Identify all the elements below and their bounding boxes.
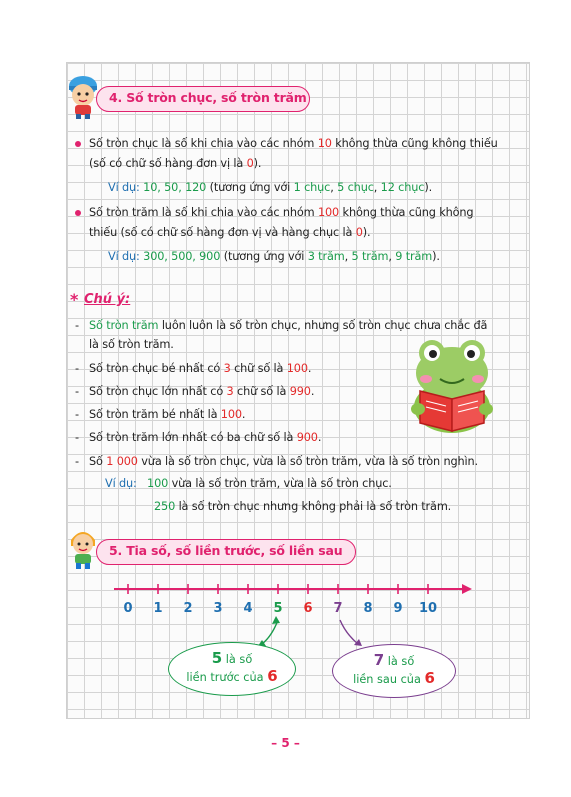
text: 3 trăm — [307, 250, 345, 263]
example-label: Ví dụ: — [105, 477, 137, 490]
text: 100 — [286, 362, 308, 375]
text: (tương ứng với — [206, 181, 294, 194]
left-bubble-line-1 — [169, 643, 295, 668]
text: Số tròn chục bé nhất có — [89, 362, 224, 375]
text: 1 000 — [106, 455, 138, 468]
right-bubble — [332, 644, 456, 698]
text: , — [330, 181, 338, 194]
page-number: – 5 – — [271, 736, 300, 750]
text: 9 trăm — [395, 250, 433, 263]
text: , — [373, 181, 381, 194]
right-bubble-line-2 — [333, 670, 455, 688]
text: vừa là số tròn trăm, vừa là số tròn chục. — [168, 477, 392, 490]
highlight-number: 10 — [317, 137, 332, 150]
right-bubble-line-1 — [333, 645, 455, 670]
text: Số — [89, 455, 107, 468]
dash: - — [75, 455, 80, 468]
tick-label: 5 — [273, 601, 283, 616]
text: . — [307, 362, 312, 375]
dash: - — [75, 362, 80, 375]
text: chữ số là — [230, 362, 287, 375]
text: 990 — [289, 385, 311, 398]
section-5-title: 5. Tia số, số liền trước, số liền sau — [109, 543, 343, 558]
text: (số có chữ số hàng đơn vị là — [89, 157, 247, 170]
text: 3 — [223, 362, 231, 375]
tick-label: 6 — [303, 601, 313, 616]
text: chữ số là — [233, 385, 290, 398]
text: là số — [222, 653, 253, 666]
text: Số tròn trăm là số khi chia vào các nhóm — [89, 206, 318, 219]
left-bubble-line-2 — [169, 668, 295, 686]
highlight-number: 100 — [317, 206, 340, 219]
text: , — [344, 250, 352, 263]
note-1-line-2: là số tròn trăm. — [89, 338, 174, 351]
text: liền trước của — [186, 671, 268, 684]
text: Số tròn trăm — [89, 319, 159, 332]
tick-label: 2 — [183, 601, 193, 616]
text: 5 — [211, 649, 223, 667]
highlight-number: 0 — [355, 226, 363, 239]
number-line-arrowhead — [462, 584, 472, 594]
text: . — [317, 431, 322, 444]
tick-label: 0 — [123, 601, 133, 616]
text: 5 chục — [337, 181, 374, 194]
text: ). — [253, 157, 262, 170]
text: . — [310, 385, 315, 398]
tick-label: 9 — [393, 601, 403, 616]
text: Số tròn chục là số khi chia vào các nhóm — [89, 137, 318, 150]
tick-label: 7 — [333, 601, 343, 616]
dash: - — [75, 385, 80, 398]
arrow-to-left-bubble — [262, 620, 278, 644]
tick-label: 4 — [243, 601, 253, 616]
text: thiếu (số có chữ số hàng đơn vị và hàng chục là — [89, 226, 356, 239]
asterisk-icon: * — [70, 290, 79, 309]
dash: - — [75, 319, 80, 332]
text: 7 — [373, 651, 385, 669]
dash: - — [75, 408, 80, 421]
text: Số tròn chục lớn nhất có — [89, 385, 227, 398]
text: 1 chục — [293, 181, 331, 194]
tick-label: 8 — [363, 601, 373, 616]
section-4-title: 4. Số tròn chục, số tròn trăm — [109, 90, 307, 105]
text: ). — [362, 226, 371, 239]
example-values: 10, 50, 120 — [143, 181, 207, 194]
arrowhead-green — [272, 616, 280, 624]
text: (tương ứng với — [220, 250, 308, 263]
text: 3 — [226, 385, 234, 398]
text: ). — [432, 250, 440, 263]
text: ). — [424, 181, 433, 194]
arrow-to-right-bubble — [340, 620, 358, 644]
example-values: 300, 500, 900 — [143, 250, 221, 263]
text: , — [388, 250, 396, 263]
text: liền sau của — [353, 673, 425, 686]
text: 12 chục — [380, 181, 425, 194]
highlight-number: 0 — [246, 157, 254, 170]
text: là số tròn chục nhưng không phải là số tròn trăm. — [175, 500, 452, 513]
text: 5 trăm — [351, 250, 389, 263]
text: 250 — [154, 500, 176, 513]
text: không thừa cũng không — [339, 206, 474, 219]
example-label: Ví dụ: — [108, 250, 140, 263]
left-bubble — [168, 642, 296, 696]
text: 6 — [267, 667, 278, 685]
text: . — [241, 408, 246, 421]
text: 100 — [220, 408, 242, 421]
tick-label: 10 — [418, 601, 438, 616]
text: Số tròn trăm bé nhất là — [89, 408, 221, 421]
text: vừa là số tròn chục, vừa là số tròn trăm, vừa là số tròn nghìn. — [137, 455, 478, 468]
text: luôn luôn là số tròn chục, nhưng số tròn chục chưa chắc đã — [158, 319, 488, 332]
text: 100 — [147, 477, 169, 490]
example-label: Ví dụ: — [108, 181, 140, 194]
text: 6 — [424, 669, 435, 687]
tick-label: 3 — [213, 601, 223, 616]
dash: - — [75, 431, 80, 444]
text: 900 — [296, 431, 318, 444]
text: Số tròn trăm lớn nhất có ba chữ số là — [89, 431, 297, 444]
tick-label: 1 — [153, 601, 163, 616]
text: không thừa cũng không thiếu — [331, 137, 498, 150]
text: là số — [384, 655, 415, 668]
note-title: Chú ý: — [84, 292, 131, 307]
